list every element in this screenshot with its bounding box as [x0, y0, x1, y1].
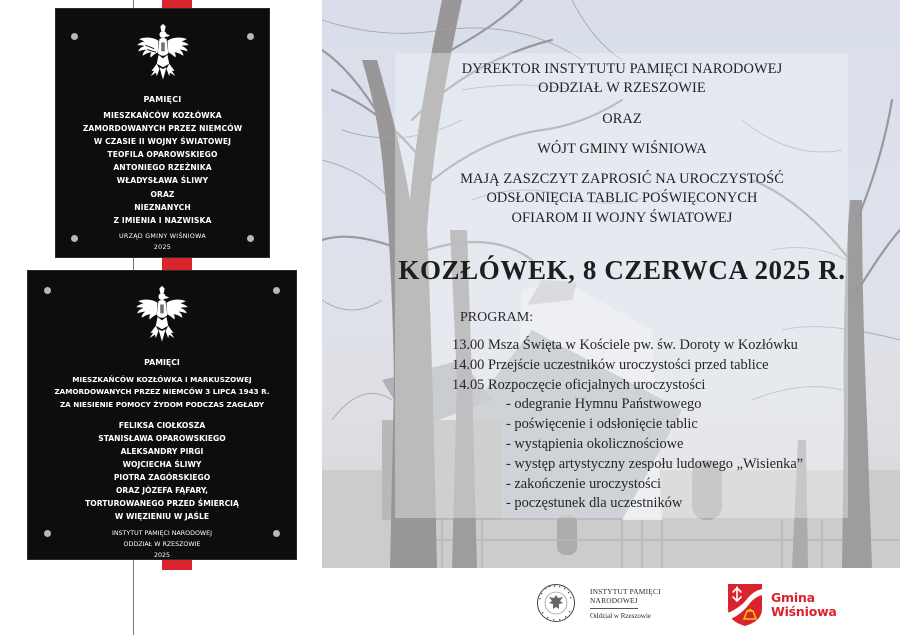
program-subitem: - odegranie Hymnu Państwowego: [506, 396, 702, 413]
screw-icon: [273, 530, 280, 537]
screw-icon: [247, 33, 254, 40]
red-band-top: [162, 0, 192, 8]
ipn-name: [590, 587, 661, 620]
program-item: 14.00 Przejście uczestników uroczystości przed tablice: [452, 356, 769, 373]
gmina-name: [771, 591, 837, 619]
plaque-line: NIEZNANYCH: [134, 202, 191, 212]
program-list: [452, 336, 803, 514]
plaque-line: FELIKSA CIOŁKOSZA: [118, 421, 206, 431]
plaque-footer: [56, 231, 269, 253]
program-item: 14.05 Rozpoczęcie oficjalnych uroczystości: [452, 376, 706, 393]
plaque-footer-year: 2025: [153, 552, 171, 560]
gmina-wisniowa-logo: [727, 583, 837, 627]
plaque-title: PAMIĘCI: [144, 358, 180, 367]
screw-icon: [44, 287, 51, 294]
invitation-message-line: OFIAROM II WOJNY ŚWIATOWEJ: [511, 209, 733, 226]
program-subitem: - wystąpienia okolicznościowe: [506, 435, 684, 452]
polish-eagle-icon: [134, 285, 190, 347]
conjunction-oraz: ORAZ: [602, 110, 642, 127]
plaque-line: STANISŁAWA OPAROWSKIEGO: [98, 434, 226, 444]
plaque-footer-org: INSTYTUT PAMIĘCI NARODOWEJ: [111, 530, 212, 538]
red-band-middle: [162, 258, 192, 270]
plaque-line: ORAZ: [150, 189, 175, 199]
plaque-line: MIESZKAŃCÓW KOZŁÓWKA I MARKUSZOWEJ: [72, 375, 252, 384]
gmina-coat-of-arms-icon: [727, 583, 763, 627]
program-item: 13.00 Msza Święta w Kościele pw. św. Doroty w Kozłówku: [452, 337, 798, 353]
plaque-line: Z IMIENIA I NAZWISKA: [113, 215, 212, 225]
invitation-message-line: MAJĄ ZASZCZYT ZAPROSIĆ NA UROCZYSTOŚĆ: [460, 171, 784, 188]
plaque-line: ORAZ JÓZEFA FĄFARY,: [115, 485, 209, 495]
plaque-line: ZA NIESIENIE POMOCY ŻYDOM PODCZAS ZAGŁADY: [59, 399, 265, 409]
plaque-names: [28, 420, 296, 523]
plaque-footer-org: URZĄD GMINY WIŚNIOWA: [119, 232, 206, 240]
plaque-intro: [28, 374, 296, 411]
host-ipn-director: DYREKTOR INSTYTUTU PAMIĘCI NARODOWEJ: [461, 61, 783, 77]
ipn-name-line-1: INSTYTUT PAMIĘCI: [590, 586, 661, 596]
ipn-branch: Oddział w Rzeszowie: [590, 611, 652, 620]
screw-icon: [44, 530, 51, 537]
screw-icon: [273, 287, 280, 294]
ipn-name-line-2: NARODOWEJ: [590, 595, 638, 605]
plaque-line: W WIĘZIENIU W JAŚLE: [114, 511, 210, 521]
memorial-plaque-top: [55, 8, 270, 258]
host-ipn-branch: ODDZIAŁ W RZESZOWIE: [538, 80, 706, 97]
plaque-line: W CZASIE II WOJNY ŚWIATOWEJ: [93, 137, 232, 147]
plaque-line: ALEKSANDRY PIRGI: [120, 447, 204, 457]
plaque-footer: [28, 528, 296, 561]
gmina-name-line-1: Gmina: [771, 590, 815, 605]
program-subitem: - występ artystyczny zespołu ludowego „Wisienka”: [506, 455, 804, 472]
polish-eagle-icon: [136, 23, 190, 85]
church-photo-background: [322, 0, 900, 568]
plaque-line: ZAMORDOWANYCH PRZEZ NIEMCÓW 3 LIPCA 1943 R.: [54, 387, 270, 397]
memorial-plaque-bottom: [27, 270, 297, 560]
plaque-line: ZAMORDOWANYCH PRZEZ NIEMCÓW: [82, 124, 243, 134]
program-subitem: - zakończenie uroczystości: [506, 475, 662, 492]
program-subitem: - poczęstunek dla uczestników: [506, 495, 683, 512]
invitation-message-line: ODSŁONIĘCIA TABLIC POŚWIĘCONYCH: [486, 190, 758, 207]
host-wojt: WÓJT GMINY WIŚNIOWA: [537, 140, 707, 157]
plaque-line: MIESZKAŃCÓW KOZŁÓWKA: [103, 111, 222, 120]
ipn-logo: [536, 583, 661, 623]
plaque-title: PAMIĘCI: [143, 95, 182, 104]
ipn-divider: [590, 608, 638, 609]
plaque-line: TEOFILA OPAROWSKIEGO: [107, 150, 218, 160]
event-place-date: KOZŁÓWEK, 8 CZERWCA 2025 R.: [398, 255, 846, 285]
ipn-seal-icon: [536, 583, 576, 623]
plaque-line: WOJCIECHA ŚLIWY: [122, 459, 202, 469]
gmina-name-line-2: Wiśniowa: [771, 604, 837, 619]
program-heading: PROGRAM:: [460, 310, 534, 325]
plaque-line: PIOTRA ZAGÓRSKIEGO: [113, 472, 211, 482]
plaque-footer-year: 2025: [153, 243, 172, 251]
screw-icon: [71, 235, 78, 242]
plaque-line: WŁADYSŁAWA ŚLIWY: [116, 176, 209, 186]
invitation-header: [392, 60, 852, 228]
plaque-body: [56, 109, 269, 227]
plaque-line: ANTONIEGO RZEŹNIKA: [113, 163, 212, 173]
screw-icon: [247, 235, 254, 242]
plaque-footer-branch: ODDZIAŁ W RZESZOWIE: [123, 541, 201, 549]
plaque-line: TORTUROWANEGO PRZED ŚMIERCIĄ: [85, 498, 239, 508]
program-subitem: - poświęcenie i odsłonięcie tablic: [506, 416, 698, 433]
screw-icon: [71, 33, 78, 40]
